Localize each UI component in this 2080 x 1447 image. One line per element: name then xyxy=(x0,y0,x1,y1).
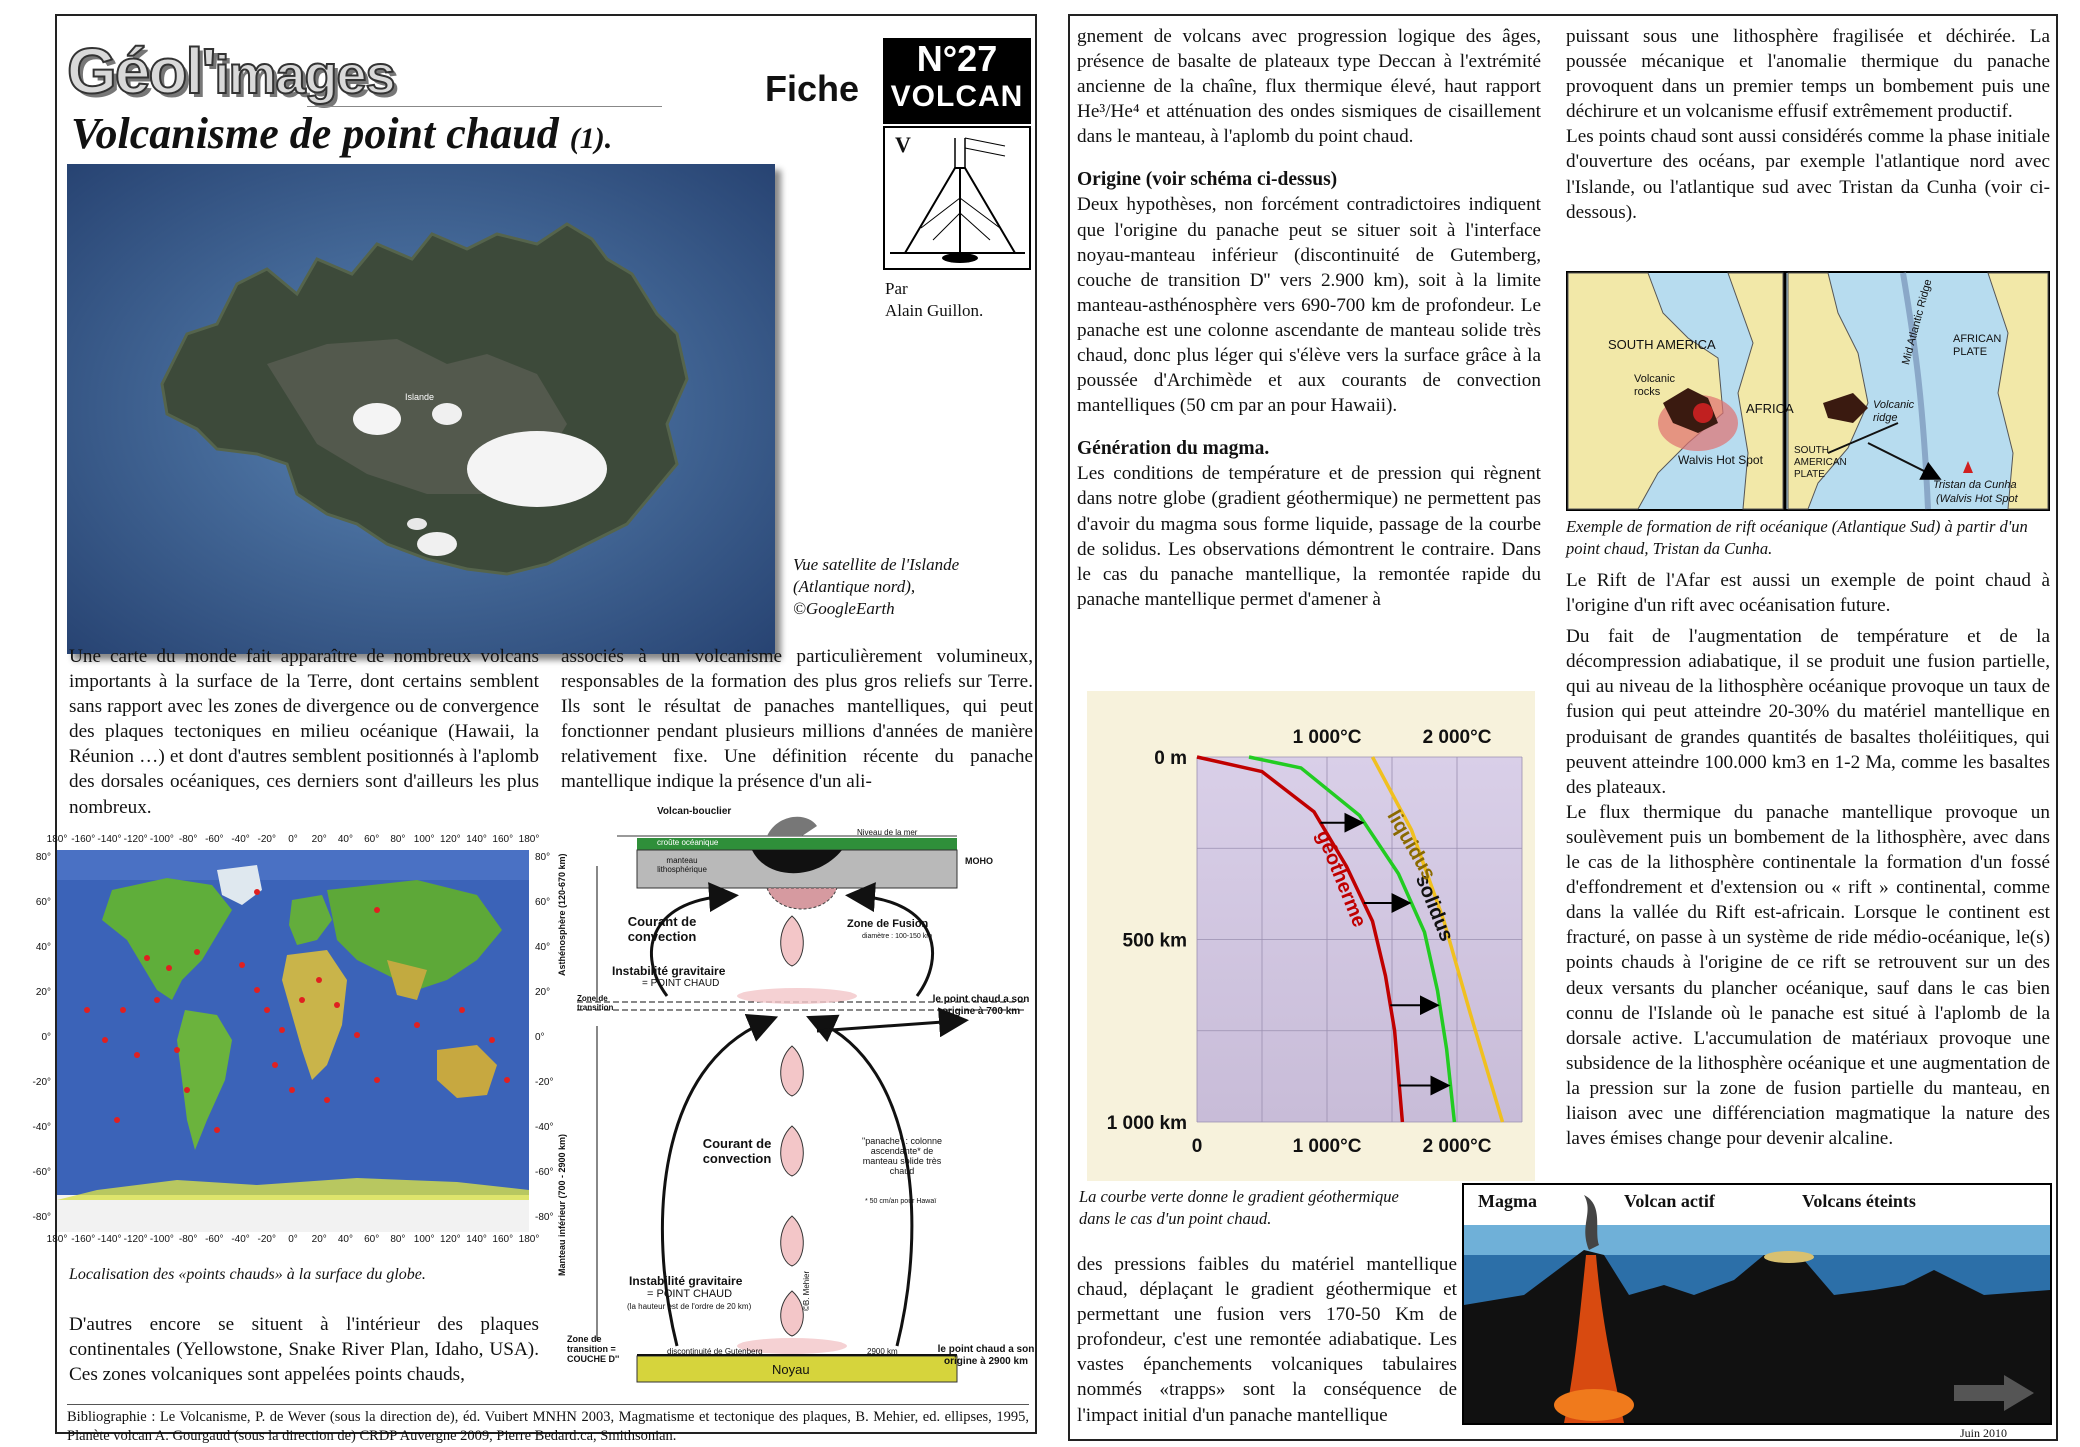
x-tick-label: 2 000°C xyxy=(1422,727,1492,748)
label-litho: manteau lithosphérique xyxy=(657,856,707,874)
map-top-tick: -120° xyxy=(123,834,148,845)
column1-intro: Une carte du monde fait apparaître de nombreux volcans importants à la surface de la Terre, dont certains semblent sans rapport avec les zones de divergence ou de convergence des plaques tectoniques en milieu océanique (Hawaii, la Réunion …) et dont d'autres semblent positionnés à l'aplomb des dorsales océaniques, ces derniers sont d'ailleurs les plus nombreux. xyxy=(69,646,539,818)
map-left-tick: -60° xyxy=(32,1167,51,1178)
iceland-caption-line1: Vue satellite de l'Islande xyxy=(793,555,960,574)
glacier-langjokull xyxy=(353,403,401,435)
y-tick-label: 500 km xyxy=(1122,930,1187,952)
map-bottom-tick: 0° xyxy=(288,1234,298,1245)
label-gutenberg: discontinuité de Gutenberg xyxy=(667,1347,763,1356)
brand-part1: Géol' xyxy=(67,35,215,107)
x-tick-label: 1 000°C xyxy=(1292,727,1362,748)
label-active-volcano: Volcan actif xyxy=(1624,1191,1715,1211)
col3-intro: gnement de volcans avec progression logique des âges, présence de basalte de plateaux type Deccan à l'extrémité ancienne de la chaîne, flux thermique élevé, haut rapport He³/He⁴ et atténuation des ondes sismiques de cisaillement dans le manteau, à l'aplomb du point chaud. xyxy=(1077,26,1541,148)
magma-text: Les conditions de température et de pression qui règnent dans notre globe (gradient géothermique) ne permettent pas d'avoir du magma sous forme liquide, passage de la courbe de solidus. Les observations démontrent le contraire. Dans le cas du panache mantellique, la remontée rapide du panache mantellique permet d'amener à xyxy=(1077,463,1541,610)
right-page xyxy=(1068,14,2058,1441)
map-bottom-tick: 120° xyxy=(439,1234,461,1245)
series-label-solidus: solidus xyxy=(1410,871,1458,945)
map-bottom-ticks xyxy=(46,1234,540,1248)
glacier-myrdalsjokull xyxy=(417,532,457,556)
map-right-tick: 80° xyxy=(535,852,551,863)
map-bottom-tick: -100° xyxy=(149,1234,174,1245)
map-bottom-tick: -40° xyxy=(231,1234,250,1245)
geotherm-chart xyxy=(1087,691,1535,1181)
label-courant-top: Courant de convection xyxy=(627,914,697,944)
label-gutenberg-depth: 2900 km xyxy=(867,1347,898,1356)
map-right-tick: 60° xyxy=(535,897,551,908)
map-bottom-tick: -160° xyxy=(71,1234,96,1245)
rift-caption: Exemple de formation de rift océanique (Atlantique Sud) à partir d'un point chaud, Tristan da Cunha. xyxy=(1566,517,2028,558)
label-fusion: Zone de Fusion xyxy=(847,918,929,930)
magma-heading: Génération du magma. xyxy=(1077,438,1270,460)
map-top-tick: -60° xyxy=(205,834,224,845)
map-top-tick: -40° xyxy=(231,834,250,845)
map-top-tick: 120° xyxy=(439,834,461,845)
x-tick-label: 2 000°C xyxy=(1422,1136,1492,1157)
map-left-tick: -80° xyxy=(32,1212,51,1223)
map-bottom-tick: -140° xyxy=(97,1234,122,1245)
column4-top xyxy=(1566,24,2050,225)
hotspot-chain-diagram xyxy=(1462,1183,2052,1425)
map-right-tick: -80° xyxy=(535,1212,554,1223)
label-fusion-depth: diamètre : 100-150 km xyxy=(862,933,933,940)
col4-p2: Du fait de l'augmentation de température et de la décompression adiabatique, il se produit une fusion partielle, qui au niveau de la lithosphère océanique provoque un taux de fusion qui peut atteindre 20-30% du matériel mantellique en produisant de grandes quantités de basaltes tholéiitiques, qui peuvent atteindre 100.000 km3 en 1-2 Ma, comme les basaltes des plateaux. xyxy=(1566,626,2050,798)
label-astheno: Asthénosphère (120-670 km) xyxy=(557,853,567,976)
fiche-label: Fiche xyxy=(765,68,860,109)
map-bottom-tick: 180° xyxy=(46,1234,68,1245)
label-origin-700: le point chaud a son origine à 700 km xyxy=(932,994,1030,1017)
map-top-tick: -140° xyxy=(97,834,122,845)
label-transition-bot: Zone de transition = COUCHE D'' xyxy=(567,1334,620,1364)
shield-volcano-icon xyxy=(767,817,817,836)
map-top-tick: 80° xyxy=(390,834,406,845)
map-right-tick: -40° xyxy=(535,1122,554,1133)
iceland-map-label: Islande xyxy=(405,392,435,402)
fiche-number-box xyxy=(883,38,1031,124)
map-bottom-tick: 160° xyxy=(492,1234,514,1245)
col4-top2: Les points chaud sont aussi considérés comme la phase initiale d'ouverture des océans, par exemple l'atlantique nord avec l'Islande, ou l'atlantique sud avec Tristan da Cunha (voir ci-dessous). xyxy=(1566,126,2050,223)
label-manteau-inf: Manteau inférieur (700 - 2900 km) xyxy=(557,1133,567,1276)
map-top-tick: 140° xyxy=(466,834,487,845)
iceland-caption xyxy=(793,554,959,620)
column2-intro: associés à un volcanisme particulièrement volumineux, responsables de la formation des plus gros reliefs sur Terre. Ils sont le résultat de panaches mantelliques, qui peut fonctionner pendant plusieurs millions d'années de manière relativement fixe. Une définition récente du panache mantellique indique la présence d'un ali- xyxy=(561,646,1033,793)
label-volcanic-rocks: Volcanic rocks xyxy=(1634,373,1675,398)
map-left-tick: 40° xyxy=(35,942,51,953)
col4-p1: Le Rift de l'Afar est aussi un exemple de point chaud à l'origine d'un rift avec océanisation future. xyxy=(1566,570,2050,617)
label-magma: Magma xyxy=(1478,1191,1537,1211)
origin-heading: Origine (voir schéma ci-dessus) xyxy=(1077,169,1338,191)
x-tick-label: 1 000°C xyxy=(1292,1136,1362,1157)
author xyxy=(885,278,983,322)
label-walvis2: (Walvis Hot Spot xyxy=(1936,493,2018,505)
map-top-tick: -80° xyxy=(178,834,198,845)
map-bottom-tick: 20° xyxy=(311,1234,327,1245)
map-top-ticks xyxy=(46,834,540,848)
publication-date: Juin 2010 xyxy=(1960,1426,2008,1440)
map-top-tick: 160° xyxy=(492,834,514,845)
label-african-plate: AFRICAN PLATE xyxy=(1953,333,2002,358)
column1-bottom: D'autres encore se situent à l'intérieur des plaques continentales (Yellowstone, Snake River Plan, Idaho, USA). Ces zones volcaniques sont appelées points chauds, xyxy=(69,1314,539,1386)
chart-caption: La courbe verte donne le gradient géothermique dans le cas d'un point chaud. xyxy=(1079,1187,1399,1228)
map-bottom-tick: 80° xyxy=(390,1234,406,1245)
label-volcan: Volcan-bouclier xyxy=(657,806,732,817)
label-instab-top2: = POINT CHAUD xyxy=(642,978,720,989)
fusion-zone xyxy=(767,888,837,909)
plume-heads xyxy=(781,916,804,1336)
map-bottom-tick: -60° xyxy=(205,1234,224,1245)
column4-main xyxy=(1566,568,2050,1151)
label-transition-top: Zone de transition xyxy=(577,994,614,1012)
map-top-tick: 0° xyxy=(288,834,298,845)
map-left-tick: -40° xyxy=(32,1122,51,1133)
map-top-tick: 180° xyxy=(518,834,540,845)
map-left-tick: 60° xyxy=(35,897,51,908)
bibliography: Bibliographie : Le Volcanisme, P. de Wever (sous la direction de), éd. Vuibert MNHN 2003, Magmatisme et tectonique des plaques, B. Mehier, ed. ellipses, 1995, Planète volcan A. Gourgaud (sous la direction de) CRDP Auvergne 2009, Pierre Bedard.ca, Smithsonian. xyxy=(67,1404,1029,1446)
map-top-tick: -20° xyxy=(257,834,276,845)
volcano-pictogram xyxy=(883,126,1031,270)
map-left-tick: -20° xyxy=(32,1077,51,1088)
author-line2: Alain Guillon. xyxy=(885,301,984,320)
title-suffix: (1). xyxy=(569,122,613,155)
map-right-tick: -60° xyxy=(535,1167,554,1178)
map-bottom-tick: 60° xyxy=(364,1234,380,1245)
map-bottom-tick: 40° xyxy=(337,1234,353,1245)
brand-part2: images xyxy=(214,45,395,105)
geotherm-chart-svg xyxy=(1087,691,1535,1181)
map-top-tick: 40° xyxy=(337,834,353,845)
label-courant-mid: Courant de convection xyxy=(702,1136,772,1166)
glacier-hofsjokull xyxy=(432,403,462,425)
col4-p3: Le flux thermique du panache mantellique provoque un soulèvement puis un bombement de la lithosphère, avec dans le cas de la lithosphère continentale la formation d'un fossé d'effondrement et d'extension ou « rift » continental, comme dans la vallée du Rift est-africain. Lorsque le continent est fracturé, on passe à un système de ride médio-océanique, le(s) points chauds à l'origine de ce rift se retrouvent sur un des deux versants du plancher océanique, sauf dans le cas bien connu de l'Islande où le panache est situé à l'aplomb de la dorsale active. L'accumulation de matériaux provoque une subsidence de la lithosphère océanique et une augmentation de la pression sur la zone de fusion partielle du manteau, en liaison avec une différenciation magmatique la nature des laves émises change pour devenir alcaline. xyxy=(1566,801,2050,1150)
map-left-tick: 80° xyxy=(35,852,51,863)
hotspot-world-map xyxy=(27,834,562,1254)
label-instab-bot: Instabilité gravitaire xyxy=(629,1274,743,1288)
label-crust: croûte océanique xyxy=(657,838,719,847)
label-speed: * 50 cm/an pour Hawaï xyxy=(865,1198,937,1205)
glacier-vatnajokull xyxy=(467,431,607,507)
pictogram-letter: V xyxy=(895,132,911,157)
iceland-caption-line2: (Atlantique nord), xyxy=(793,577,916,596)
iceland-caption-line3: ©GoogleEarth xyxy=(793,599,895,618)
map-top-tick: -100° xyxy=(149,834,174,845)
map-left-ticks xyxy=(27,852,51,1230)
map-top-tick: 20° xyxy=(311,834,327,845)
map-right-tick: -20° xyxy=(535,1077,554,1088)
world-map-caption: Localisation des «points chauds» à la surface du globe. xyxy=(69,1266,426,1283)
series-label-géotherme: géotherme xyxy=(1311,827,1371,931)
label-extinct-volcanoes: Volcans éteints xyxy=(1802,1191,1916,1211)
series-label-liquidus: liquidus xyxy=(1382,806,1440,884)
label-sa-plate: SOUTH AMERICAN PLATE xyxy=(1794,445,1847,480)
mantle-plume-diagram xyxy=(557,806,1035,1391)
fiche-category: VOLCAN xyxy=(890,80,1024,113)
header-rule xyxy=(307,106,662,107)
map-left-tick: 0° xyxy=(41,1032,51,1043)
map-bottom-tick: -20° xyxy=(257,1234,276,1245)
col4-top: puissant sous une lithosphère fragilisée et déchirée. La poussée mécanique et l'anomalie thermique du panache provoquent dans un premier temps un bombement puis une déchirure et un volcanisme effusif extrêmement productif. xyxy=(1566,26,2050,123)
x-tick-label: 0 xyxy=(1191,1136,1203,1157)
label-sea: Niveau de la mer xyxy=(857,828,918,837)
label-instab-bot2: = POINT CHAUD xyxy=(647,1288,733,1300)
map-bottom-tick: 100° xyxy=(413,1234,435,1245)
map-top-tick: 180° xyxy=(46,834,68,845)
fiche-number: N°27 xyxy=(916,38,998,79)
label-tristan: Tristan da Cunha xyxy=(1933,479,2017,491)
label-instab-bot3: (la hauteur est de l'ordre de 20 km) xyxy=(627,1302,752,1311)
column3-bottom: des pressions faibles du matériel mantellique chaud, déplaçant le gradient géothermique et permettant une fusion vers 170-50 Km de profondeur, c'est une remontée adiabatique. Les vastes épanchements volcaniques tabulaires nommés «trapps» sont la conséquence de l'impact initial d'un panache mantellique xyxy=(1077,1254,1457,1426)
title-text: Volcanisme de point chaud xyxy=(71,109,559,158)
label-walvis: Walvis Hot Spot xyxy=(1678,453,1763,467)
label-africa: AFRICA xyxy=(1746,401,1794,416)
brand-logo xyxy=(67,34,627,107)
label-origin-2900: le point chaud a son origine à 2900 km xyxy=(937,1344,1035,1367)
column3 xyxy=(1077,24,1541,612)
page-title xyxy=(71,108,612,159)
label-panache: "panache" : colonne ascendante* de manteau solide très chaud xyxy=(862,1136,942,1176)
iceland-satellite-image xyxy=(67,164,775,654)
map-left-tick: 20° xyxy=(35,987,51,998)
y-tick-label: 1 000 km xyxy=(1106,1113,1187,1134)
map-bottom-tick: -80° xyxy=(178,1234,198,1245)
label-mid-atlantic: Mid Atlantic Ridge xyxy=(1900,277,1935,367)
origin-text: Deux hypothèses, non forcément contradictoires indiquent que l'origine du panache peut se situer soit à l'interface noyau-manteau inférieur (discontinuité de Gutemberg, couche de transition D'' vers 2.900 km), soit à la limite manteau-asthénosphère vers 690-700 km de profondeur. Le panache est une colonne ascendante de manteau solide très chaud, donc plus léger qui s'élève vers la surface grâce à la poussée d'Archimède et aux courants de convection mantelliques (50 cm par an pour Hawaii). xyxy=(1077,194,1541,417)
y-tick-label: 0 m xyxy=(1154,748,1187,769)
map-right-tick: 0° xyxy=(535,1032,545,1043)
map-right-tick: 40° xyxy=(535,942,551,953)
label-instab-top: Instabilité gravitaire xyxy=(612,964,726,978)
left-page xyxy=(32,14,1037,1444)
map-bottom-tick: -120° xyxy=(123,1234,148,1245)
author-line1: Par xyxy=(885,279,908,298)
south-atlantic-rift-map xyxy=(1566,271,2050,511)
map-top-tick: 60° xyxy=(364,834,380,845)
map-top-tick: 100° xyxy=(413,834,435,845)
label-noyau: Noyau xyxy=(772,1362,810,1377)
label-volcanic-ridge: Volcanic ridge xyxy=(1873,399,1915,424)
label-moho: MOHO xyxy=(965,856,993,866)
label-credit: ©B. Mehier xyxy=(802,1270,811,1311)
map-top-tick: -160° xyxy=(71,834,96,845)
map-bottom-tick: 140° xyxy=(466,1234,487,1245)
label-south-america: SOUTH AMERICA xyxy=(1608,337,1716,352)
map-right-tick: 20° xyxy=(535,987,551,998)
map-bottom-tick: 180° xyxy=(518,1234,540,1245)
